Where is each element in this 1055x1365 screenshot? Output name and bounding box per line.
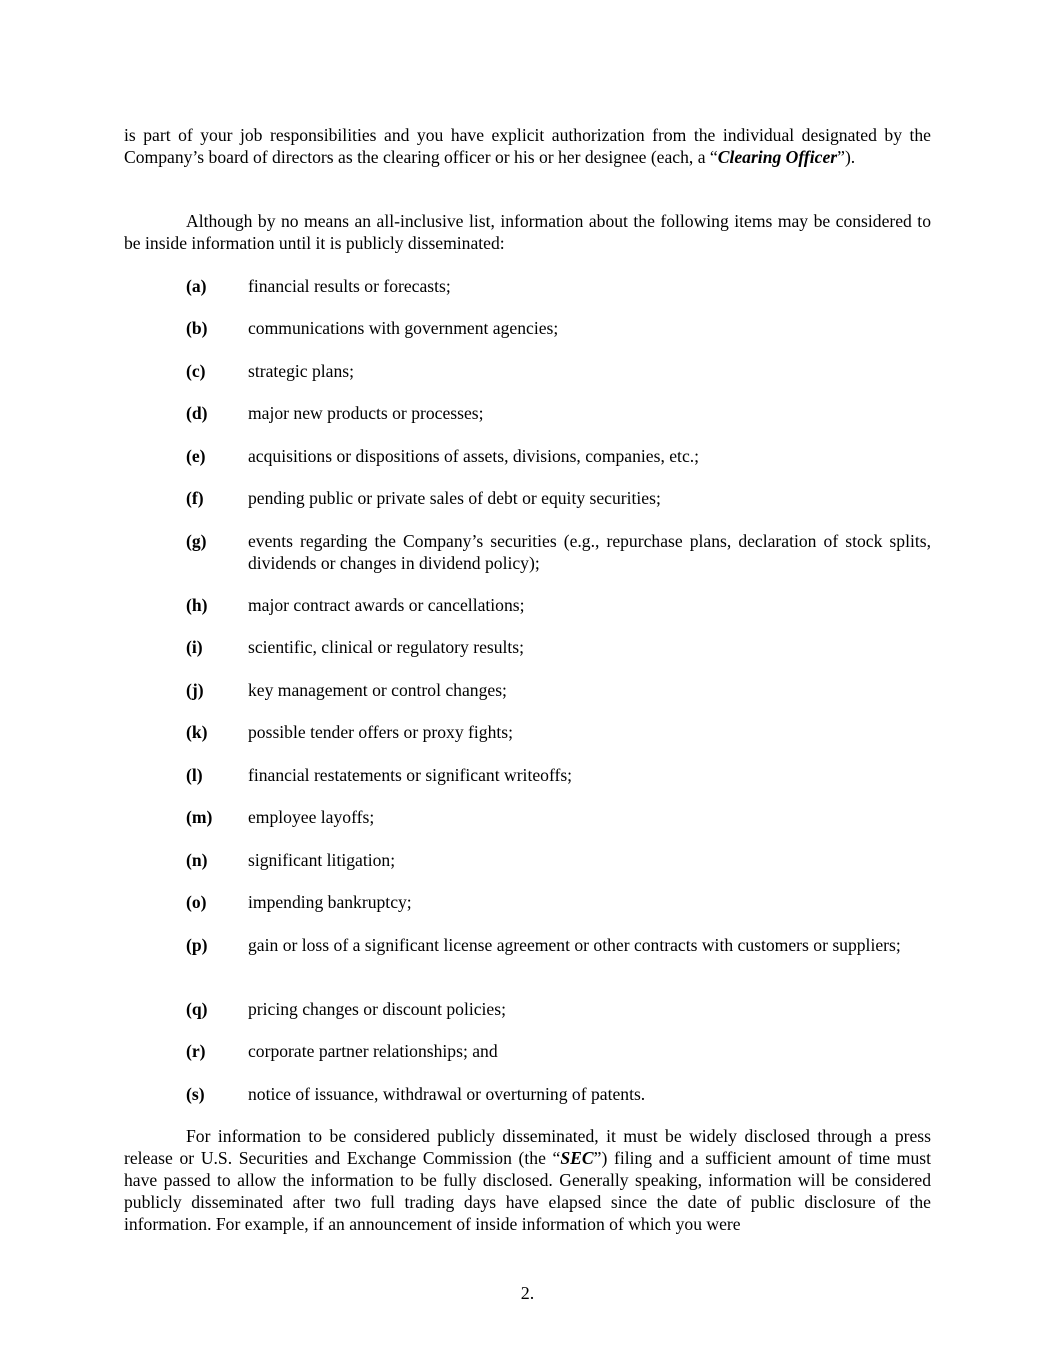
list-item-label: (r) xyxy=(186,1041,206,1061)
paragraph-text: For information to be considered publicly disseminated, it must be widely disclosed through a press release or U.S. Securities and Exchange Commission (the “ xyxy=(124,1126,931,1168)
list-item-text: communications with government agencies; xyxy=(248,318,559,338)
list-item-label: (n) xyxy=(186,850,208,870)
list-item-label: (g) xyxy=(186,531,207,551)
paragraph-text: Although by no means an all-inclusive list, information about the following items may be considered to be inside information until it is publicly disseminated: xyxy=(124,211,931,253)
list-item-label: (q) xyxy=(186,999,208,1019)
list-item-text: financial restatements or significant writeoffs; xyxy=(248,765,573,785)
list-item-text: financial results or forecasts; xyxy=(248,276,451,296)
list-item-label: (i) xyxy=(186,637,203,657)
list-item-label: (h) xyxy=(186,595,208,615)
list-item-label: (j) xyxy=(186,680,204,700)
list-item-text: major new products or processes; xyxy=(248,403,484,423)
defined-term: Clearing Officer xyxy=(717,147,838,167)
list-item-text: strategic plans; xyxy=(248,361,355,381)
list-item-text: possible tender offers or proxy fights; xyxy=(248,722,513,742)
list-item-label: (o) xyxy=(186,892,207,912)
list-item-text: key management or control changes; xyxy=(248,680,507,700)
list-item-text: pricing changes or discount policies; xyxy=(248,999,506,1019)
list-item-text: scientific, clinical or regulatory results; xyxy=(248,637,525,657)
paragraph-text: ”). xyxy=(837,147,856,167)
list-item-label: (k) xyxy=(186,722,208,742)
list-item-text: employee layoffs; xyxy=(248,807,375,827)
list-item-label: (p) xyxy=(186,935,208,955)
list-item-label: (l) xyxy=(186,765,203,785)
list-item-text: notice of issuance, withdrawal or overturning of patents. xyxy=(248,1084,646,1104)
page-number: 2. xyxy=(520,1283,535,1303)
list-item-label: (d) xyxy=(186,403,208,423)
list-item-text: events regarding the Company’s securities (e.g., repurchase plans, declaration of stock splits, dividends or changes in dividend policy); xyxy=(248,531,931,573)
list-item-label: (b) xyxy=(186,318,208,338)
paragraph-clearing-officer xyxy=(124,124,931,168)
list-item-text: significant litigation; xyxy=(248,850,396,870)
list-item-text: pending public or private sales of debt or equity securities; xyxy=(248,488,661,508)
list-item-text: acquisitions or dispositions of assets, divisions, companies, etc.; xyxy=(248,446,700,466)
list-item-label: (s) xyxy=(186,1084,205,1104)
paragraph-inside-information xyxy=(124,210,931,254)
paragraph-publicly-disseminated xyxy=(124,1125,931,1235)
list-item-label: (a) xyxy=(186,276,207,296)
list-item-label: (f) xyxy=(186,488,204,508)
defined-term: SEC xyxy=(560,1148,594,1168)
list-item-label: (e) xyxy=(186,446,206,466)
list-item-text: major contract awards or cancellations; xyxy=(248,595,525,615)
list-item-text: gain or loss of a significant license agreement or other contracts with customers or suppliers; xyxy=(248,935,901,955)
list-item-text: impending bankruptcy; xyxy=(248,892,412,912)
paragraph-text: is part of your job responsibilities and you have explicit authorization from the individual designated by the Company’s board of directors as the clearing officer or his or her designee (each, a “ xyxy=(124,125,931,167)
list-item-label: (c) xyxy=(186,361,206,381)
list-item-text: corporate partner relationships; and xyxy=(248,1041,498,1061)
paragraph-text: ”) filing and a sufficient amount of time must have passed to allow the information to be fully disclosed. Generally speaking, information will be considered publicly disseminated after two full trading days have elapsed since the date of public disclosure of the information. For example, if an announcement of inside information of which you were xyxy=(124,1148,931,1234)
list-item-label: (m) xyxy=(186,807,213,827)
